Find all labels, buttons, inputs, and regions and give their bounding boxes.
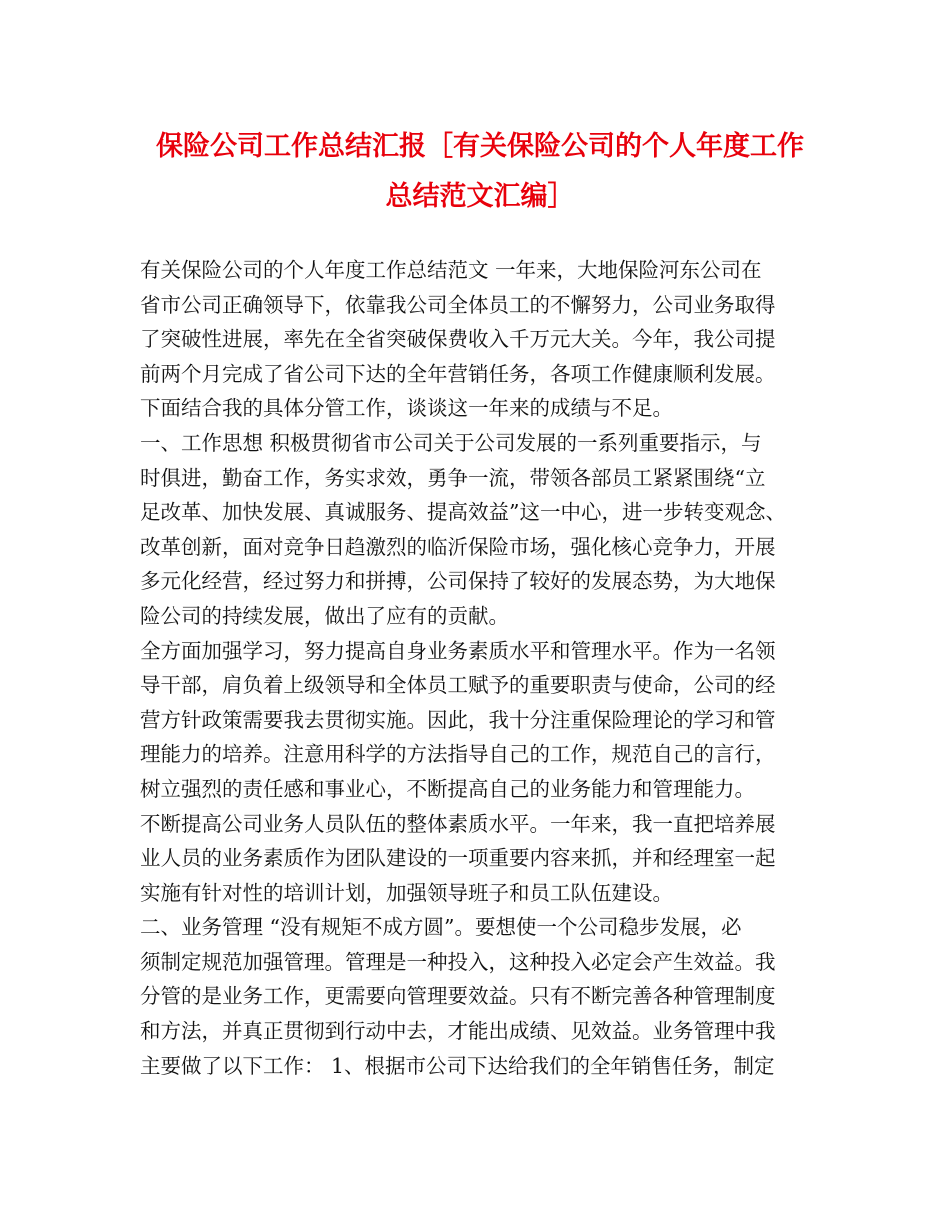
body-line: 险公司的持续发展，做出了应有的贡献。 <box>140 603 509 628</box>
body-line: 全方面加强学习，努力提高自身业务素质水平和管理水平。作为一名领 <box>140 638 776 663</box>
body-line: 改革创新，面对竞争日趋激烈的临沂保险市场，强化核心竞争力，开展 <box>140 534 776 559</box>
document-title-line-1: 保险公司工作总结汇报［有关保险公司的个人年度工作 <box>156 131 804 162</box>
body-line: 营方针政策需要我去贯彻实施。因此，我十分注重保险理论的学习和管 <box>140 707 776 732</box>
body-line: 须制定规范加强管理。管理是一种投入，这种投入必定会产生效益。我 <box>140 949 776 974</box>
body-line: 理能力的培养。注意用科学的方法指导自己的工作，规范自己的言行， <box>140 742 776 767</box>
body-line: 主要做了以下工作： 1、根据市公司下达给我们的全年销售任务，制定 <box>140 1053 775 1078</box>
body-line: 下面结合我的具体分管工作，谈谈这一年来的成绩与不足。 <box>140 396 673 421</box>
body-line: 二、业务管理 “没有规矩不成方圆”。要想使一个公司稳步发展，必 <box>140 915 742 940</box>
body-line: 时俱进，勤奋工作，务实求效，勇争一流，带领各部员工紧紧围绕“立 <box>140 465 766 490</box>
body-line: 多元化经营，经过努力和拼搏，公司保持了较好的发展态势，为大地保 <box>140 569 776 594</box>
body-line: 省市公司正确领导下，依靠我公司全体员工的不懈努力，公司业务取得 <box>140 292 776 317</box>
body-line: 树立强烈的责任感和事业心，不断提高自己的业务能力和管理能力。 <box>140 776 755 801</box>
document-body <box>140 253 830 1083</box>
body-line: 有关保险公司的个人年度工作总结范文 一年来，大地保险河东公司在 <box>140 258 762 282</box>
body-line: 实施有针对性的培训计划，加强领导班子和员工队伍建设。 <box>140 880 673 905</box>
body-line: 和方法，并真正贯彻到行动中去，才能出成绩、见效益。业务管理中我 <box>140 1019 776 1044</box>
body-line: 前两个月完成了省公司下达的全年营销任务，各项工作健康顺利发展。 <box>140 361 776 386</box>
document-title-line-2: 总结范文汇编］ <box>385 181 575 212</box>
body-line: 导干部，肩负着上级领导和全体员工赋予的重要职责与使命，公司的经 <box>140 673 776 698</box>
body-line: 足改革、加快发展、真诚服务、提高效益”这一中心，进一步转变观念、 <box>140 500 786 525</box>
body-line: 不断提高公司业务人员队伍的整体素质水平。一年来，我一直把培养展 <box>140 811 776 836</box>
body-line: 一、工作思想 积极贯彻省市公司关于公司发展的一系列重要指示，与 <box>140 430 762 455</box>
body-line: 了突破性进展，率先在全省突破保费收入千万元大关。今年，我公司提 <box>140 327 776 352</box>
body-line: 业人员的业务素质作为团队建设的一项重要内容来抓，并和经理室一起 <box>140 846 776 871</box>
body-line: 分管的是业务工作，更需要向管理要效益。只有不断完善各种管理制度 <box>140 984 776 1009</box>
